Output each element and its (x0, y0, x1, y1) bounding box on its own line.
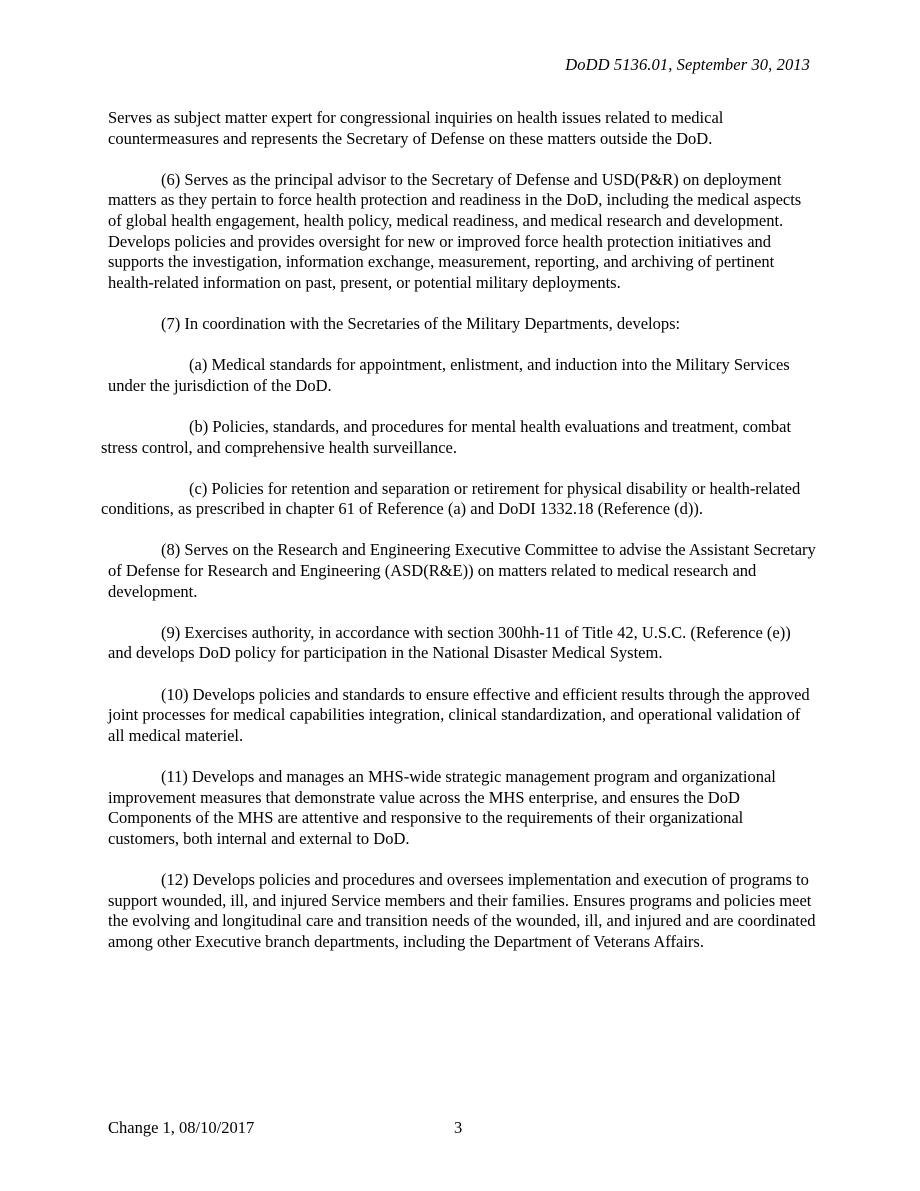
document-header: DoDD 5136.01, September 30, 2013 (565, 55, 810, 74)
paragraph-7b: (b) Policies, standards, and procedures for mental health evaluations and treatment, combat stress control, and comprehensive health surveillance. (101, 416, 792, 457)
paragraph-7: (7) In coordination with the Secretaries of the Military Departments, develops: (161, 313, 681, 333)
paragraph-7c: (c) Policies for retention and separation or retirement for physical disability or health-related conditions, as prescribed in chapter 61 of Reference (a) and DoDI 1332.18 (Reference (d)). (101, 478, 801, 519)
paragraph-12: (12) Develops policies and procedures and oversees implementation and execution of programs to support wounded, ill, and injured Service members and their families. Ensures programs and policies meet the evolving and longitudinal care and transition needs of the wounded, ill, and injured and are coordinated among other Executive branch departments, including the Department of Veterans Affairs. (108, 869, 816, 951)
footer-change-note: Change 1, 08/10/2017 (108, 1118, 255, 1137)
paragraph-10: (10) Develops policies and standards to ensure effective and efficient results through the approved joint processes for medical capabilities integration, clinical standardization, and operational validation of all medical materiel. (108, 684, 810, 745)
paragraph-8: (8) Serves on the Research and Engineering Executive Committee to advise the Assistant Secretary of Defense for Research and Engineering (ASD(R&E)) on matters related to medical research and development. (108, 540, 816, 601)
paragraph-9: (9) Exercises authority, in accordance with section 300hh-11 of Title 42, U.S.C. (Reference (e)) and develops DoD policy for participation in the National Disaster Medical System. (108, 622, 791, 663)
document-body (101, 108, 816, 973)
paragraph-continuation: Serves as subject matter expert for congressional inquiries on health issues related to medical countermeasures and represents the Secretary of Defense on these matters outside the DoD. (108, 108, 724, 148)
paragraph-6: (6) Serves as the principal advisor to the Secretary of Defense and USD(P&R) on deployment matters as they pertain to force health protection and readiness in the DoD, including the medical aspects of global health engagement, health policy, medical readiness, and medical research and development. Develops policies and provides oversight for new or improved force health protection initiatives and supports the investigation, information exchange, measurement, reporting, and archiving of pertinent health-related information on past, present, or potential military deployments. (108, 169, 802, 292)
paragraph-11: (11) Develops and manages an MHS-wide strategic management program and organizational improvement measures that demonstrate value across the MHS enterprise, and ensures the DoD Components of the MHS are attentive and responsive to the requirements of their organizational customers, both internal and external to DoD. (108, 767, 776, 848)
paragraph-7a: (a) Medical standards for appointment, enlistment, and induction into the Military Services under the jurisdiction of the DoD. (108, 355, 790, 395)
page-number: 3 (454, 1118, 463, 1137)
